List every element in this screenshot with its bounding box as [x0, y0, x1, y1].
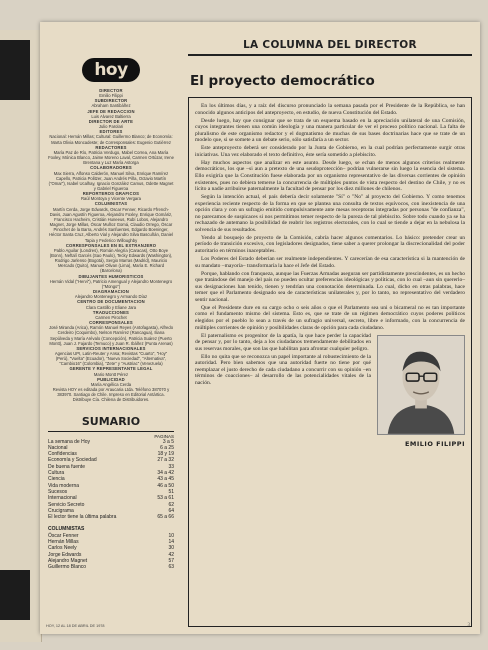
toc-pages: 62: [168, 501, 174, 508]
toc-list: [48, 439, 174, 521]
toc-label: Confidencias: [48, 451, 77, 458]
columnists-title: COLUMNISTAS: [48, 526, 85, 533]
credit-role: GERENTE Y REPRESENTANTE LEGAL: [69, 366, 153, 372]
toc-label: Vida moderna: [48, 482, 80, 489]
credit-names: Pablo Aguilar (Londres), Román Alegría (Caracas), Otto Boye (Bonn), Neftalí Garcés (Sao Paulo), Tecky Edwards (Washington), Rodrigo Jarlenso (Bogotá), Sergio Marras (Madrid), Mauricio Mercado (Quito), Manuel Olivan (Lima), María E. Richard (Barcelona): [49, 247, 173, 274]
toc-pages: 3 a 5: [162, 438, 174, 445]
credit-names: Julio Parolari: [98, 124, 124, 130]
toc-row[interactable]: [48, 514, 174, 520]
article-paragraph: Los Poderes del Estado deberían ser realmente independientes. Y carecerían de esa característica si la mantención de su mandato –mayoría– transformaría la hace el Jefe del Estado.: [195, 256, 465, 269]
article-paragraph: Ello no quita que se reconozca un papel importante al robustecimiento de la autoridad. Pero bien sabemos que una autoridad fuerte no tiene por qué reemplazar el justo derecho de cada ciudadano a concurrir con su opinión –en términos de coacciones– al desarrollo de las potencialidades vitales de la nación.: [195, 353, 371, 386]
credit-names: Max Sierra, Alfonso Calderón, Manuel Silva, Enrique Ramírez Capello, Patricia Politzer, Juan Andrés Piña, Octavio Martín ("Omar"), Isabel Ucalhay, Ignacio González Camus, Odette Magnet y Gabriel Figueroa: [48, 170, 174, 191]
adjacent-page: [0, 30, 42, 642]
toc-pages: 10: [168, 532, 174, 539]
editorial-box: [188, 97, 472, 627]
toc-label: Hernán Millas: [48, 539, 79, 546]
toc-pages: 51: [168, 488, 174, 495]
toc-label: Cultura: [48, 470, 65, 477]
credit-role: SERVICIOS INTERNACIONALES: [76, 345, 146, 351]
toc-pages: 63: [168, 564, 174, 571]
toc-pages: 46 a 50: [157, 482, 174, 489]
credit-role: DIRECTOR: [99, 88, 123, 93]
article-paragraph: El paternalismo es progenitor de la apatía, la que hace perder la capacidad de pensar y, por lo tanto, deja a los ciudadanos tremendamente debilitados en sus reservas morales, que son las que habilitan para afrontar cualquier peligro.: [195, 332, 371, 352]
credit-names: Carmen Pirochet: [95, 314, 127, 320]
toc-label: Carlos Neely: [48, 545, 77, 552]
staff-credits: [48, 88, 174, 403]
author-portrait-photo: [377, 335, 465, 435]
issue-footer: HOY, 12 AL 18 DE ABRIL DE 1978: [46, 624, 105, 628]
credit-names: María Angélica Cerda: [90, 381, 132, 387]
article-paragraph: Yendo al bosquejo de proyecto de la Comisión, cabría hacer algunos comentarios. Lo básico: pretender crear un período de transición excesivo, con legisladores designados, tiene saber a querer prolongar la discrecionalidad del poder autoritario en términos inaceptables.: [195, 234, 465, 254]
magazine-page: [40, 22, 480, 634]
toc-label: Crucigrama: [48, 507, 74, 514]
credit-names: Mario Montt Pérez: [93, 371, 129, 377]
credit-names: Luis Alvarez Baltierra: [91, 113, 131, 119]
article-paragraph: En los últimos días, y a raíz del discurso pronunciado la semana pasada por el Presidente de la República, se han conocido algunos anticipos del anteproyecto, en estudio, de nueva Constitución del Estado.: [195, 103, 465, 116]
toc-pages: 57: [168, 558, 174, 565]
credit-names: Agencias UPI, Latin-Reuter y Ansa; Revistas "Cuarto", "Hoy" (Perú), "Vuelta" (Ecuador), "Nueva Sociedad", "Alternativa", "Cambio16" (Colombia), "Zete" y "Austriac" (Venezuela): [54, 350, 168, 367]
toc-label: Ciencia: [48, 476, 65, 483]
article-paragraph: Desde luego, hay que consignar que se trata de un esquema basado en la apreciación unilateral de una Comisión, cuyos integrantes tienen una común ideología y una manera particular de ver el proceso político nacional. La falta de pluralismo de este organismo redactor y el dogmatismo de muchas de sus bases doctrinarias hace que se trate de un modelo que, si se somete a un debate serio, sólo satisfaría a un sector.: [195, 117, 465, 144]
credit-role: JEFE DE REDACCION: [87, 108, 135, 114]
toc-label: Óscar Fenner: [48, 532, 79, 539]
credit-role: DIRECTOR DE ARTE: [88, 118, 134, 124]
credit-role: REPORTEROS GRAFICOS: [82, 191, 140, 197]
credit-role: DIBUJANTES HUMORISTICOS: [78, 273, 144, 279]
credit-role: COLABORADORES: [90, 165, 132, 171]
credit-names: Emilio Filippi: [99, 93, 123, 99]
section-kicker: LA COLUMNA DEL DIRECTOR: [188, 39, 472, 56]
credit-names: José Miranda (Arica), Ramón Manuel Reyes (Antofagasta), Alfredo Cerdeiro (Coquimbo), Nelson Ramírez (Rancagua), Iliana Sepúlveda y María Arévalo (Concepción), Patricia Suárez (Puerto Montt), Juan J. Fajardo (Temuco) y Juan R. Ibáñez (Punta Arenas): [48, 325, 174, 346]
toc-pages: 27 a 32: [157, 457, 174, 464]
toc-pages: 18 y 19: [157, 451, 174, 458]
toc-label: Internacional: [48, 495, 77, 502]
sumario-title: SUMARIO: [48, 415, 174, 432]
masthead-column: [48, 58, 174, 571]
article-paragraph: Este anteproyecto deberá ser considerado por la Junta de Gobierno, en la cual podrían perfectamente surgir otras iniciativas. Una vez elaborado el texto definitivo, éste sería sometido a plebiscito.: [195, 145, 465, 158]
credit-names: Clara Castillo y Eliane Jara: [85, 304, 137, 310]
toc-pages: 43 a 45: [157, 476, 174, 483]
toc-label: Economía y Sociedad: [48, 457, 97, 464]
credit-role: REDACTORES: [95, 144, 127, 150]
credit-role: TRADUCCIONES: [92, 309, 130, 315]
toc-label: Guillermo Blanco: [48, 564, 87, 571]
credit-role: CORRESPONSALES EN EL EXTRANJERO: [65, 242, 157, 248]
credit-names: María Paz de Río, Patricia Verdugo, Mabel Correa, Ana María Foxley, Mónica Blanco, Jaime Moreno Laval, Carmen Ortúzar, Irene Brentana y Luz María Astorga: [48, 149, 174, 166]
toc-pages: 6 a 25: [160, 444, 174, 451]
credit-names: Raúl Montoya y Vicente Vergara: [81, 196, 141, 202]
pages-header: PAGINAS: [154, 433, 174, 439]
columnists-list: [48, 533, 174, 571]
toc-row[interactable]: [48, 564, 174, 570]
toc-label: De buena fuente: [48, 463, 85, 470]
article-paragraph: Según la intención actual, el país debería decir solamente "Sí" o "No" al proyecto del Gobierno. Y como tenemos experiencia reciente respecto de la forma en que se plantea una consulta de textos equívocos, con inexistencia de una opción clara y con un sufragio emitido compulsivamente ante mesas receptoras integradas por personas "de confianza", no parecamos de suspicaces si nos permitimos temer respecto de la pureza de tal plebiscito. Sobre todo cuando ya se ha rechazado de antemano la posibilidad de reabrir los registros electorales, con lo cual se tiende a dejar en la nebulosa la solvencia de sus resultados.: [195, 194, 465, 233]
article-paragraph: Porque, hablando con franqueza, aunque las Fuerzas Armadas aseguran ser partidistamente prescindentes, es un hecho que tratándose del manejo del país no pueden ocultar preferencias ideológicas y políticas, con lo cual –aun sin quererlo– sus designaciones han tenido, tienen y tendrían una connotación determinada. Lo cual, dicho en otras palabras, hace temer que el Parlamento designado sea de características unilaterales y, por lo tanto, no representativo del verdadero sentir nacional.: [195, 270, 465, 303]
toc-label: Jorge Edwards: [48, 551, 82, 558]
toc-label: Servicio Secreto: [48, 501, 85, 508]
credit-role: SUBDIRECTOR: [94, 98, 128, 104]
credit-role: COLUMNISTAS: [94, 201, 128, 207]
toc-label: La semana de Hoy: [48, 438, 90, 445]
article-paragraph: Que el Presidente dure en su cargo ocho o seis años o que el Parlamento sea uni o bicameral no es tan importante como el fundamento mismo del sistema. Esto es, que se trate de un régimen democrático cuyos poderes políticos elegidos por el pueblo lo sean a través de un sufragio universal, secreto, libre e informado, con la concurrencia de múltiples corrientes de opinión y posibilidades claras de opción para cada ciudadano.: [195, 304, 465, 331]
credit-names: Hernán Vidal ("Hervi"), Patricio Amengual y Alejandro Montenegro ("Mongo"): [49, 278, 173, 289]
toc-pages: 14: [168, 539, 174, 546]
toc-pages: 33: [168, 463, 174, 470]
article-paragraph: Hay muchos aspectos que analizar en este asunto. Desde luego, se echan de menos algunos criterios realmente democráticos, los que –si aun a pretexto de una seudoprotección– podrían vulnerarse sin luego la esencia del sistema. Ello exigiría que la Constitución fuese elaborada por un organismo representativo de las diversas corrientes de opinión existentes, pues no debiera temerse la concurrencia de múltiples puntos de vista respecto del destino de Chile, y no es lícito a nadie arribuirse paternalmente la facultad de pensar por los diez millones de chilenos.: [195, 159, 465, 193]
toc-pages: 34 a 42: [157, 470, 174, 477]
article-body: [195, 103, 465, 386]
toc-label: El lector tiene la última palabra: [48, 514, 117, 521]
table-of-contents: [48, 415, 174, 571]
page-number: 3: [467, 623, 470, 628]
article-headline: El proyecto democrático: [190, 73, 375, 89]
hoy-logo: hoy: [82, 58, 140, 82]
credit-role: EDITORES: [99, 129, 123, 135]
toc-pages: 64: [168, 507, 174, 514]
author-signature: EMILIO FILIPPI: [404, 439, 465, 448]
toc-pages: 53 a 61: [157, 495, 174, 502]
credit-names: Martín Cerda, Jorge Edwards, Oscar Fenner, Ricardo Ffrench-Davis, Juan Agustín Figueroa, Alejandro Foxley, Enrique Gomáriz, Francisco Hacheim, Cristián Huneeus, Rubí Lobos, Alejandro Magnet, Jorge Millas, Óscar Muñoz Gomá, Claudio Orrego, Óscar Pinochet de la Barra, Andrés Sanfuentes, Edgardo Boeninger, Héctor Santa Cruz, Alberto Vial y Alejandro Silva Bascuñán, Daniel Tapia y Federico Willoughby: [49, 206, 173, 243]
credit-names: Nacional: Hernán Millas; Cultural: Guillermo Blanco; de Economía: Marta Olivia Moncadeste; de Corresponsales: Eugenio Gutiérrez: [49, 134, 173, 145]
credit-role: PUBLICIDAD: [97, 376, 125, 382]
credit-role: CORRESPONSALES: [89, 320, 133, 326]
credit-names: Alejandro Montenegro y Armando Díaz: [74, 294, 148, 300]
credit-role: CENTRO DE DOCUMENTACION: [77, 299, 145, 305]
credit-names: Abraham Santibáñez: [91, 103, 131, 109]
credit-role: DIAGRAMACION: [93, 289, 129, 295]
toc-pages: 42: [168, 551, 174, 558]
toc-pages: 65 a 66: [157, 514, 174, 521]
toc-label: Sucesos: [48, 488, 68, 495]
toc-pages: 30: [168, 545, 174, 552]
toc-label: Nacional: [48, 444, 68, 451]
toc-label: Alejandro Magnet: [48, 558, 88, 565]
credit-names: Revista HOY es editada por Araucaria Ltda. Teléfono 387070 y 383970. Santiago de Chile. Impreso en Editorial Antártica. Distribuye Cía. Chilena de Distribuidores.: [52, 387, 170, 403]
